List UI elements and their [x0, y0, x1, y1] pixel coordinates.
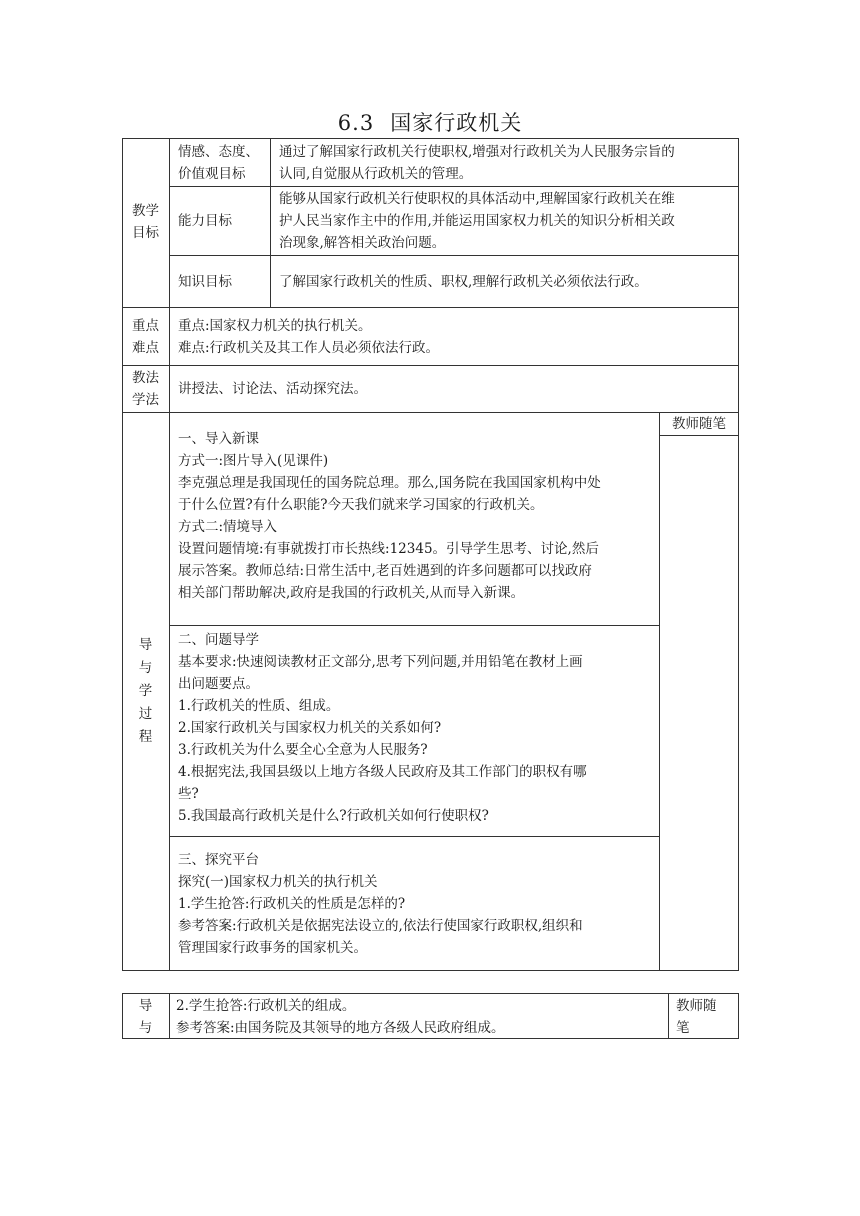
header-line: 难点	[132, 340, 159, 356]
notes-label-line: 笔	[676, 1020, 690, 1036]
section-heading: 一、导入新课	[178, 431, 259, 447]
row-divider	[169, 255, 739, 256]
section-line: 1.学生抢答:行政机关的性质是怎样的?	[178, 896, 406, 912]
section-line: 相关部门帮助解决,政府是我国的行政机关,从而导入新课。	[178, 585, 525, 601]
section-line: 1.行政机关的性质、组成。	[178, 698, 340, 714]
page-title	[0, 108, 860, 138]
section-guided-questions	[178, 629, 587, 827]
header-char: 过	[138, 706, 153, 722]
objective-label-ability	[178, 210, 232, 232]
column-divider	[668, 993, 669, 1039]
section-line: 4.根据宪法,我国县级以上地方各级人民政府及其工作部门的职权有哪	[178, 764, 587, 780]
section-heading: 二、问题导学	[178, 632, 259, 648]
section-introduction	[178, 428, 601, 604]
label-line: 情感、态度、	[178, 144, 259, 160]
content-line: 护人民当家作主中的作用,并能运用国家权力机关的知识分析相关政	[279, 213, 675, 229]
header-char: 与	[138, 1020, 153, 1036]
section-line: 设置问题情境:有事就拨打市长热线:12345。引导学生思考、讨论,然后	[178, 541, 599, 557]
objective-content-attitude	[279, 141, 675, 185]
row-divider	[122, 365, 739, 366]
section-heading: 三、探究平台	[178, 852, 259, 868]
column-divider	[270, 138, 271, 307]
section-line: 些?	[178, 786, 199, 802]
section-line: 基本要求:快速阅读教材正文部分,思考下列问题,并用铅笔在教材上画	[178, 654, 583, 670]
label-line: 价值观目标	[178, 166, 246, 182]
section-line: 5.我国最高行政机关是什么?行政机关如何行使职权?	[178, 808, 489, 824]
header-char: 导	[138, 637, 153, 653]
objectives-header-line: 目标	[132, 225, 159, 241]
row-divider	[122, 307, 739, 308]
section-line: 出问题要点。	[178, 676, 259, 692]
key-points-header	[122, 315, 169, 359]
section-line: 2.国家行政机关与国家权力机关的关系如何?	[178, 720, 442, 736]
objective-content-knowledge	[279, 271, 648, 293]
continuation-notes-label	[676, 995, 717, 1039]
key-points-content	[178, 315, 439, 359]
process-header	[122, 634, 169, 749]
section-inquiry-platform	[178, 849, 583, 959]
objectives-header	[122, 200, 169, 244]
section-line: 参考答案:行政机关是依据宪法设立的,依法行使国家行政职权,组织和	[178, 918, 583, 934]
continuation-content	[176, 995, 505, 1039]
column-divider	[169, 993, 170, 1039]
section-line: 参考答案:由国务院及其领导的地方各级人民政府组成。	[176, 1020, 505, 1036]
key-point-line: 重点:国家权力机关的执行机关。	[178, 318, 372, 334]
header-char: 学	[138, 683, 153, 699]
section-line: 探究(一)国家权力机关的执行机关	[178, 874, 378, 890]
teacher-notes-area[interactable]	[660, 436, 738, 970]
row-divider	[169, 836, 659, 837]
header-char: 导	[138, 998, 153, 1014]
objectives-header-line: 教学	[132, 203, 159, 219]
row-divider	[169, 625, 659, 626]
section-line: 方式二:情境导入	[178, 519, 278, 535]
title-number: 6.3	[337, 111, 375, 135]
content-line: 能够从国家行政机关行使职权的具体活动中,理解国家行政机关在维	[279, 191, 675, 207]
label-line: 知识目标	[178, 274, 232, 290]
title-text: 国家行政机关	[390, 111, 523, 135]
continuation-header	[122, 995, 169, 1039]
column-divider	[169, 138, 170, 971]
section-line: 方式一:图片导入(见课件)	[178, 453, 329, 469]
header-line: 学法	[132, 392, 159, 408]
header-char: 程	[138, 729, 153, 745]
header-char: 与	[138, 660, 153, 676]
section-line: 李克强总理是我国现任的国务院总理。那么,国务院在我国国家机构中处	[178, 475, 601, 491]
content-line: 了解国家行政机关的性质、职权,理解行政机关必须依法行政。	[279, 274, 648, 290]
content-line: 治现象,解答相关政治问题。	[279, 235, 446, 251]
objective-content-ability	[279, 188, 675, 254]
row-divider	[169, 186, 739, 187]
header-line: 重点	[132, 318, 159, 334]
objective-label-knowledge	[178, 271, 232, 293]
row-divider	[122, 412, 739, 413]
header-line: 教法	[132, 370, 159, 386]
section-line: 2.学生抢答:行政机关的组成。	[176, 998, 356, 1014]
section-line: 3.行政机关为什么要全心全意为人民服务?	[178, 742, 428, 758]
content-line: 认同,自觉服从行政机关的管理。	[279, 166, 473, 182]
objective-label-attitude	[178, 141, 259, 185]
methods-header	[122, 367, 169, 411]
section-line: 于什么位置?有什么职能?今天我们就来学习国家的行政机关。	[178, 497, 544, 513]
difficult-point-line: 难点:行政机关及其工作人员必须依法行政。	[178, 340, 440, 356]
methods-content: 讲授法、讨论法、活动探究法。	[178, 381, 367, 397]
section-line: 展示答案。教师总结:日常生活中,老百姓遇到的许多问题都可以找政府	[178, 563, 592, 579]
content-line: 通过了解国家行政机关行使职权,增强对行政机关为人民服务宗旨的	[279, 144, 675, 160]
teacher-notes-label: 教师随笔	[672, 416, 726, 432]
label-line: 能力目标	[178, 213, 232, 229]
section-line: 管理国家行政事务的国家机关。	[178, 940, 367, 956]
notes-label-line: 教师随	[676, 998, 717, 1014]
